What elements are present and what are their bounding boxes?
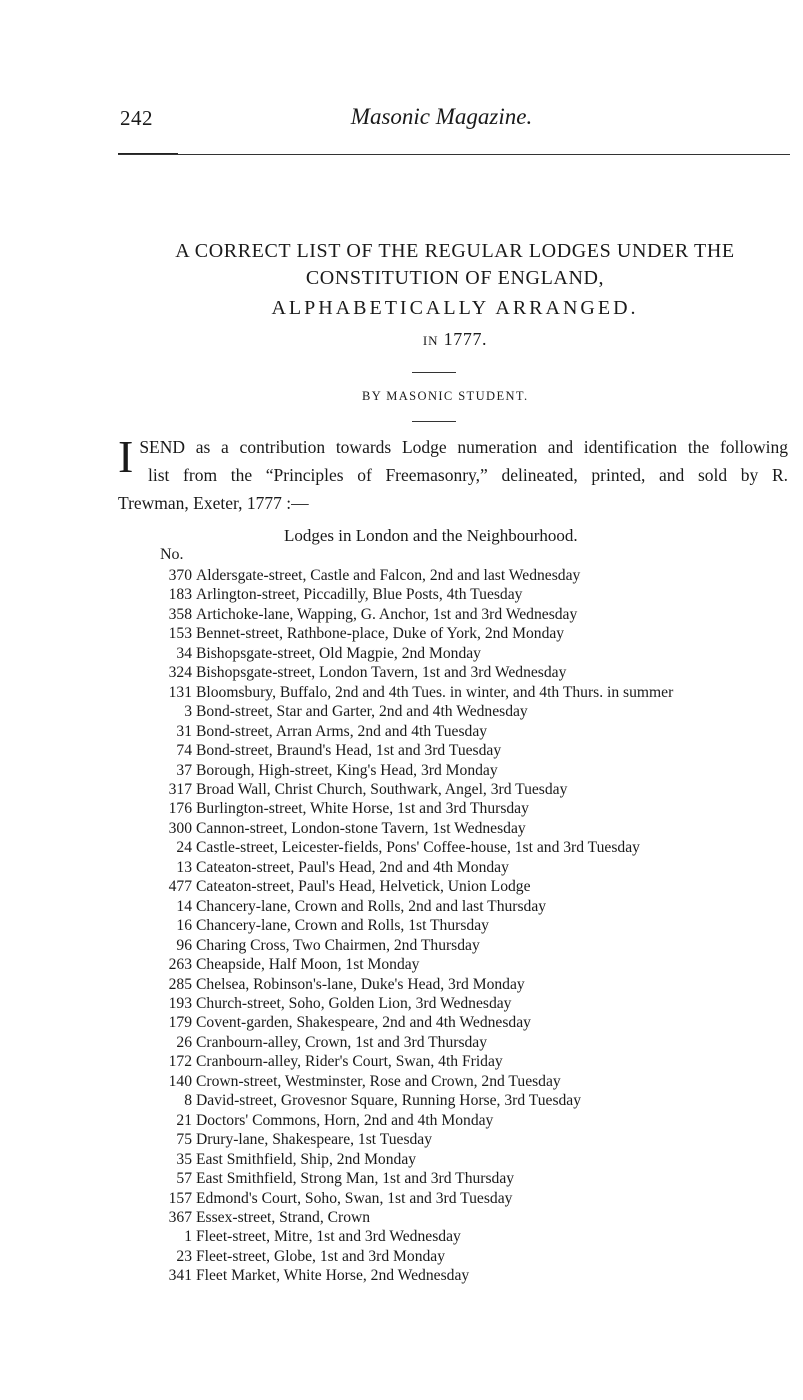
lodge-description: Aldersgate-street, Castle and Falcon, 2nd and last Wednesday: [196, 567, 581, 584]
lodge-description: Borough, High-street, King's Head, 3rd Monday: [196, 761, 498, 779]
list-item: [148, 1150, 798, 1169]
lodge-number: 37: [176, 761, 192, 779]
list-item: [148, 877, 798, 896]
lodge-number: 13: [176, 858, 192, 876]
list-item: [148, 702, 798, 721]
lodge-description: East Smithfield, Ship, 2nd Monday: [196, 1150, 417, 1168]
lodge-number: 8: [184, 1092, 192, 1110]
list-item: [148, 1247, 798, 1266]
lodge-number: 157: [168, 1189, 192, 1207]
lodge-number: 21: [176, 1111, 192, 1129]
list-item: [148, 994, 798, 1013]
intro-line-2: list from the “Principles of Freemasonry,” delineated, printed, and sold by R.: [148, 465, 788, 485]
lodge-description: Cannon-street, London-stone Tavern, 1st Wednesday: [196, 819, 526, 837]
list-item: [148, 624, 798, 643]
list-item: [148, 1227, 798, 1246]
list-item: [148, 1072, 798, 1091]
section-heading: Lodges in London and the Neighbourhood.: [284, 526, 578, 545]
lodge-description: Chelsea, Robinson's-lane, Duke's Head, 3rd Monday: [196, 975, 525, 993]
list-item: [148, 644, 798, 663]
lodge-description: Cateaton-street, Paul's Head, 2nd and 4th Monday: [196, 858, 509, 876]
lodge-number: 57: [176, 1170, 192, 1188]
list-item: [148, 838, 798, 857]
list-item: [148, 1189, 798, 1208]
lodge-description: Fleet-street, Mitre, 1st and 3rd Wednesday: [196, 1228, 461, 1246]
byline: BY MASONIC STUDENT.: [362, 389, 529, 403]
lodge-description: Artichoke-lane, Wapping, G. Anchor, 1st and 3rd Wednesday: [196, 605, 578, 623]
lodge-number: 31: [176, 722, 192, 740]
list-item: [148, 819, 798, 838]
intro-line-3: Trewman, Exeter, 1777 :—: [118, 493, 309, 513]
lodge-number: 131: [168, 683, 192, 701]
list-item: [148, 683, 798, 702]
lodge-description: Bennet-street, Rathbone-place, Duke of York, 2nd Monday: [196, 625, 565, 643]
lodge-number: 300: [168, 819, 192, 837]
lodge-description: Crown-street, Westminster, Rose and Crown, 2nd Tuesday: [196, 1072, 561, 1090]
lodge-description: Arlington-street, Piccadilly, Blue Posts, 4th Tuesday: [196, 586, 523, 604]
list-item: [148, 1033, 798, 1052]
lodge-description: Cranbourn-alley, Rider's Court, Swan, 4th Friday: [196, 1053, 503, 1071]
lodge-number: 26: [176, 1033, 192, 1051]
list-item: [148, 741, 798, 760]
lodge-description: East Smithfield, Strong Man, 1st and 3rd Thursday: [196, 1170, 515, 1188]
lodge-description: Cateaton-street, Paul's Head, Helvetick, Union Lodge: [196, 878, 531, 896]
lodge-number: 183: [168, 586, 192, 604]
list-item: [148, 975, 798, 994]
list-item: [148, 1052, 798, 1071]
intro-line-1: SEND as a contribution towards Lodge numeration and identification the following: [139, 437, 788, 457]
page-number: 242: [120, 106, 153, 130]
lodge-number: 75: [176, 1131, 192, 1149]
list-item: [148, 1013, 798, 1032]
lodge-description: Bond-street, Arran Arms, 2nd and 4th Tuesday: [196, 722, 488, 740]
lodge-number: 74: [176, 742, 192, 760]
lodge-number: 16: [176, 917, 192, 935]
lodge-number: 1: [184, 1228, 192, 1246]
lodge-number: 24: [176, 839, 192, 857]
lodge-description: Doctors' Commons, Horn, 2nd and 4th Monday: [196, 1111, 494, 1129]
title-line-3: ALPHABETICALLY ARRANGED.: [271, 297, 639, 319]
lodge-number: 176: [168, 800, 192, 818]
lodge-description: David-street, Grovesnor Square, Running Horse, 3rd Tuesday: [196, 1092, 582, 1110]
lodge-description: Cheapside, Half Moon, 1st Monday: [196, 956, 420, 974]
header-rule: [118, 154, 790, 155]
lodge-description: Drury-lane, Shakespeare, 1st Tuesday: [196, 1131, 433, 1149]
lodge-description: Broad Wall, Christ Church, Southwark, Angel, 3rd Tuesday: [196, 780, 568, 798]
list-item: [148, 722, 798, 741]
title-year-prefix: IN: [422, 333, 439, 348]
list-item: [148, 1130, 798, 1149]
drop-cap: I: [118, 431, 134, 482]
list-item: [148, 605, 798, 624]
title-year-line: [130, 326, 780, 354]
title-line-2: CONSTITUTION OF ENGLAND,: [305, 267, 605, 289]
lodge-number: 96: [176, 936, 192, 954]
lodge-number: 370: [168, 567, 192, 584]
list-item: [148, 1111, 798, 1130]
lodge-description: Bishopsgate-street, Old Magpie, 2nd Monday: [196, 644, 481, 662]
list-item: [148, 1208, 798, 1227]
list-item: [148, 858, 798, 877]
title-year: 1777.: [443, 329, 488, 349]
list-item: [148, 585, 798, 604]
lodge-number: 179: [168, 1014, 192, 1032]
lodge-description: Fleet Market, White Horse, 2nd Wednesday: [196, 1267, 470, 1285]
lodge-description: Bond-street, Braund's Head, 1st and 3rd Tuesday: [196, 742, 502, 760]
lodge-number: 285: [168, 975, 192, 993]
lodge-number: 153: [168, 625, 192, 643]
lodge-number: 324: [168, 664, 192, 682]
lodge-number: 193: [168, 994, 192, 1012]
number-column-heading: No.: [160, 546, 184, 563]
lodge-number: 3: [184, 703, 192, 721]
lodge-description: Castle-street, Leicester-fields, Pons' Coffee-house, 1st and 3rd Tuesday: [196, 839, 640, 857]
lodge-description: Bond-street, Star and Garter, 2nd and 4th Wednesday: [196, 703, 528, 721]
lodge-description: Covent-garden, Shakespeare, 2nd and 4th Wednesday: [196, 1014, 531, 1032]
list-item: [148, 566, 798, 585]
byline-divider: [412, 421, 456, 422]
lodge-description: Chancery-lane, Crown and Rolls, 2nd and last Thursday: [196, 897, 547, 915]
list-item: [148, 780, 798, 799]
lodge-number: 341: [168, 1267, 192, 1285]
running-title: Masonic Magazine.: [350, 104, 533, 129]
lodge-description: Burlington-street, White Horse, 1st and 3rd Thursday: [196, 800, 529, 818]
lodge-description: Cranbourn-alley, Crown, 1st and 3rd Thursday: [196, 1033, 488, 1051]
list-item: [148, 663, 798, 682]
lodge-description: Edmond's Court, Soho, Swan, 1st and 3rd Tuesday: [196, 1189, 513, 1207]
lodge-number: 317: [168, 780, 192, 798]
list-item: [148, 897, 798, 916]
title-line-1: A CORRECT LIST OF THE REGULAR LODGES UNDER THE: [175, 240, 735, 262]
lodge-description: Bishopsgate-street, London Tavern, 1st and 3rd Wednesday: [196, 664, 567, 682]
lodge-number: 23: [176, 1247, 192, 1265]
article-title: [130, 238, 780, 354]
list-item: [148, 1266, 798, 1285]
list-item: [148, 916, 798, 935]
lodge-description: Church-street, Soho, Golden Lion, 3rd Wednesday: [196, 994, 512, 1012]
list-item: [148, 936, 798, 955]
lodge-description: Bloomsbury, Buffalo, 2nd and 4th Tues. in winter, and 4th Thurs. in summer: [196, 683, 674, 701]
list-item: [148, 799, 798, 818]
lodge-number: 172: [168, 1053, 192, 1071]
lodge-number: 35: [176, 1150, 192, 1168]
lodge-number: 263: [168, 956, 192, 974]
lodge-number: 367: [168, 1208, 192, 1226]
intro-paragraph: [118, 433, 788, 517]
lodge-description: Charing Cross, Two Chairmen, 2nd Thursday: [196, 936, 480, 954]
title-divider: [412, 372, 456, 373]
lodge-list: [148, 566, 798, 1286]
lodge-description: Essex-street, Strand, Crown: [196, 1208, 371, 1226]
lodge-number: 34: [176, 644, 192, 662]
lodge-description: Fleet-street, Globe, 1st and 3rd Monday: [196, 1247, 446, 1265]
lodge-number: 14: [176, 897, 192, 915]
lodge-description: Chancery-lane, Crown and Rolls, 1st Thursday: [196, 917, 489, 935]
lodge-number: 477: [168, 878, 192, 896]
list-item: [148, 955, 798, 974]
list-item: [148, 1091, 798, 1110]
lodge-number: 358: [168, 605, 192, 623]
list-item: [148, 1169, 798, 1188]
lodge-number: 140: [168, 1072, 192, 1090]
list-item: [148, 761, 798, 780]
